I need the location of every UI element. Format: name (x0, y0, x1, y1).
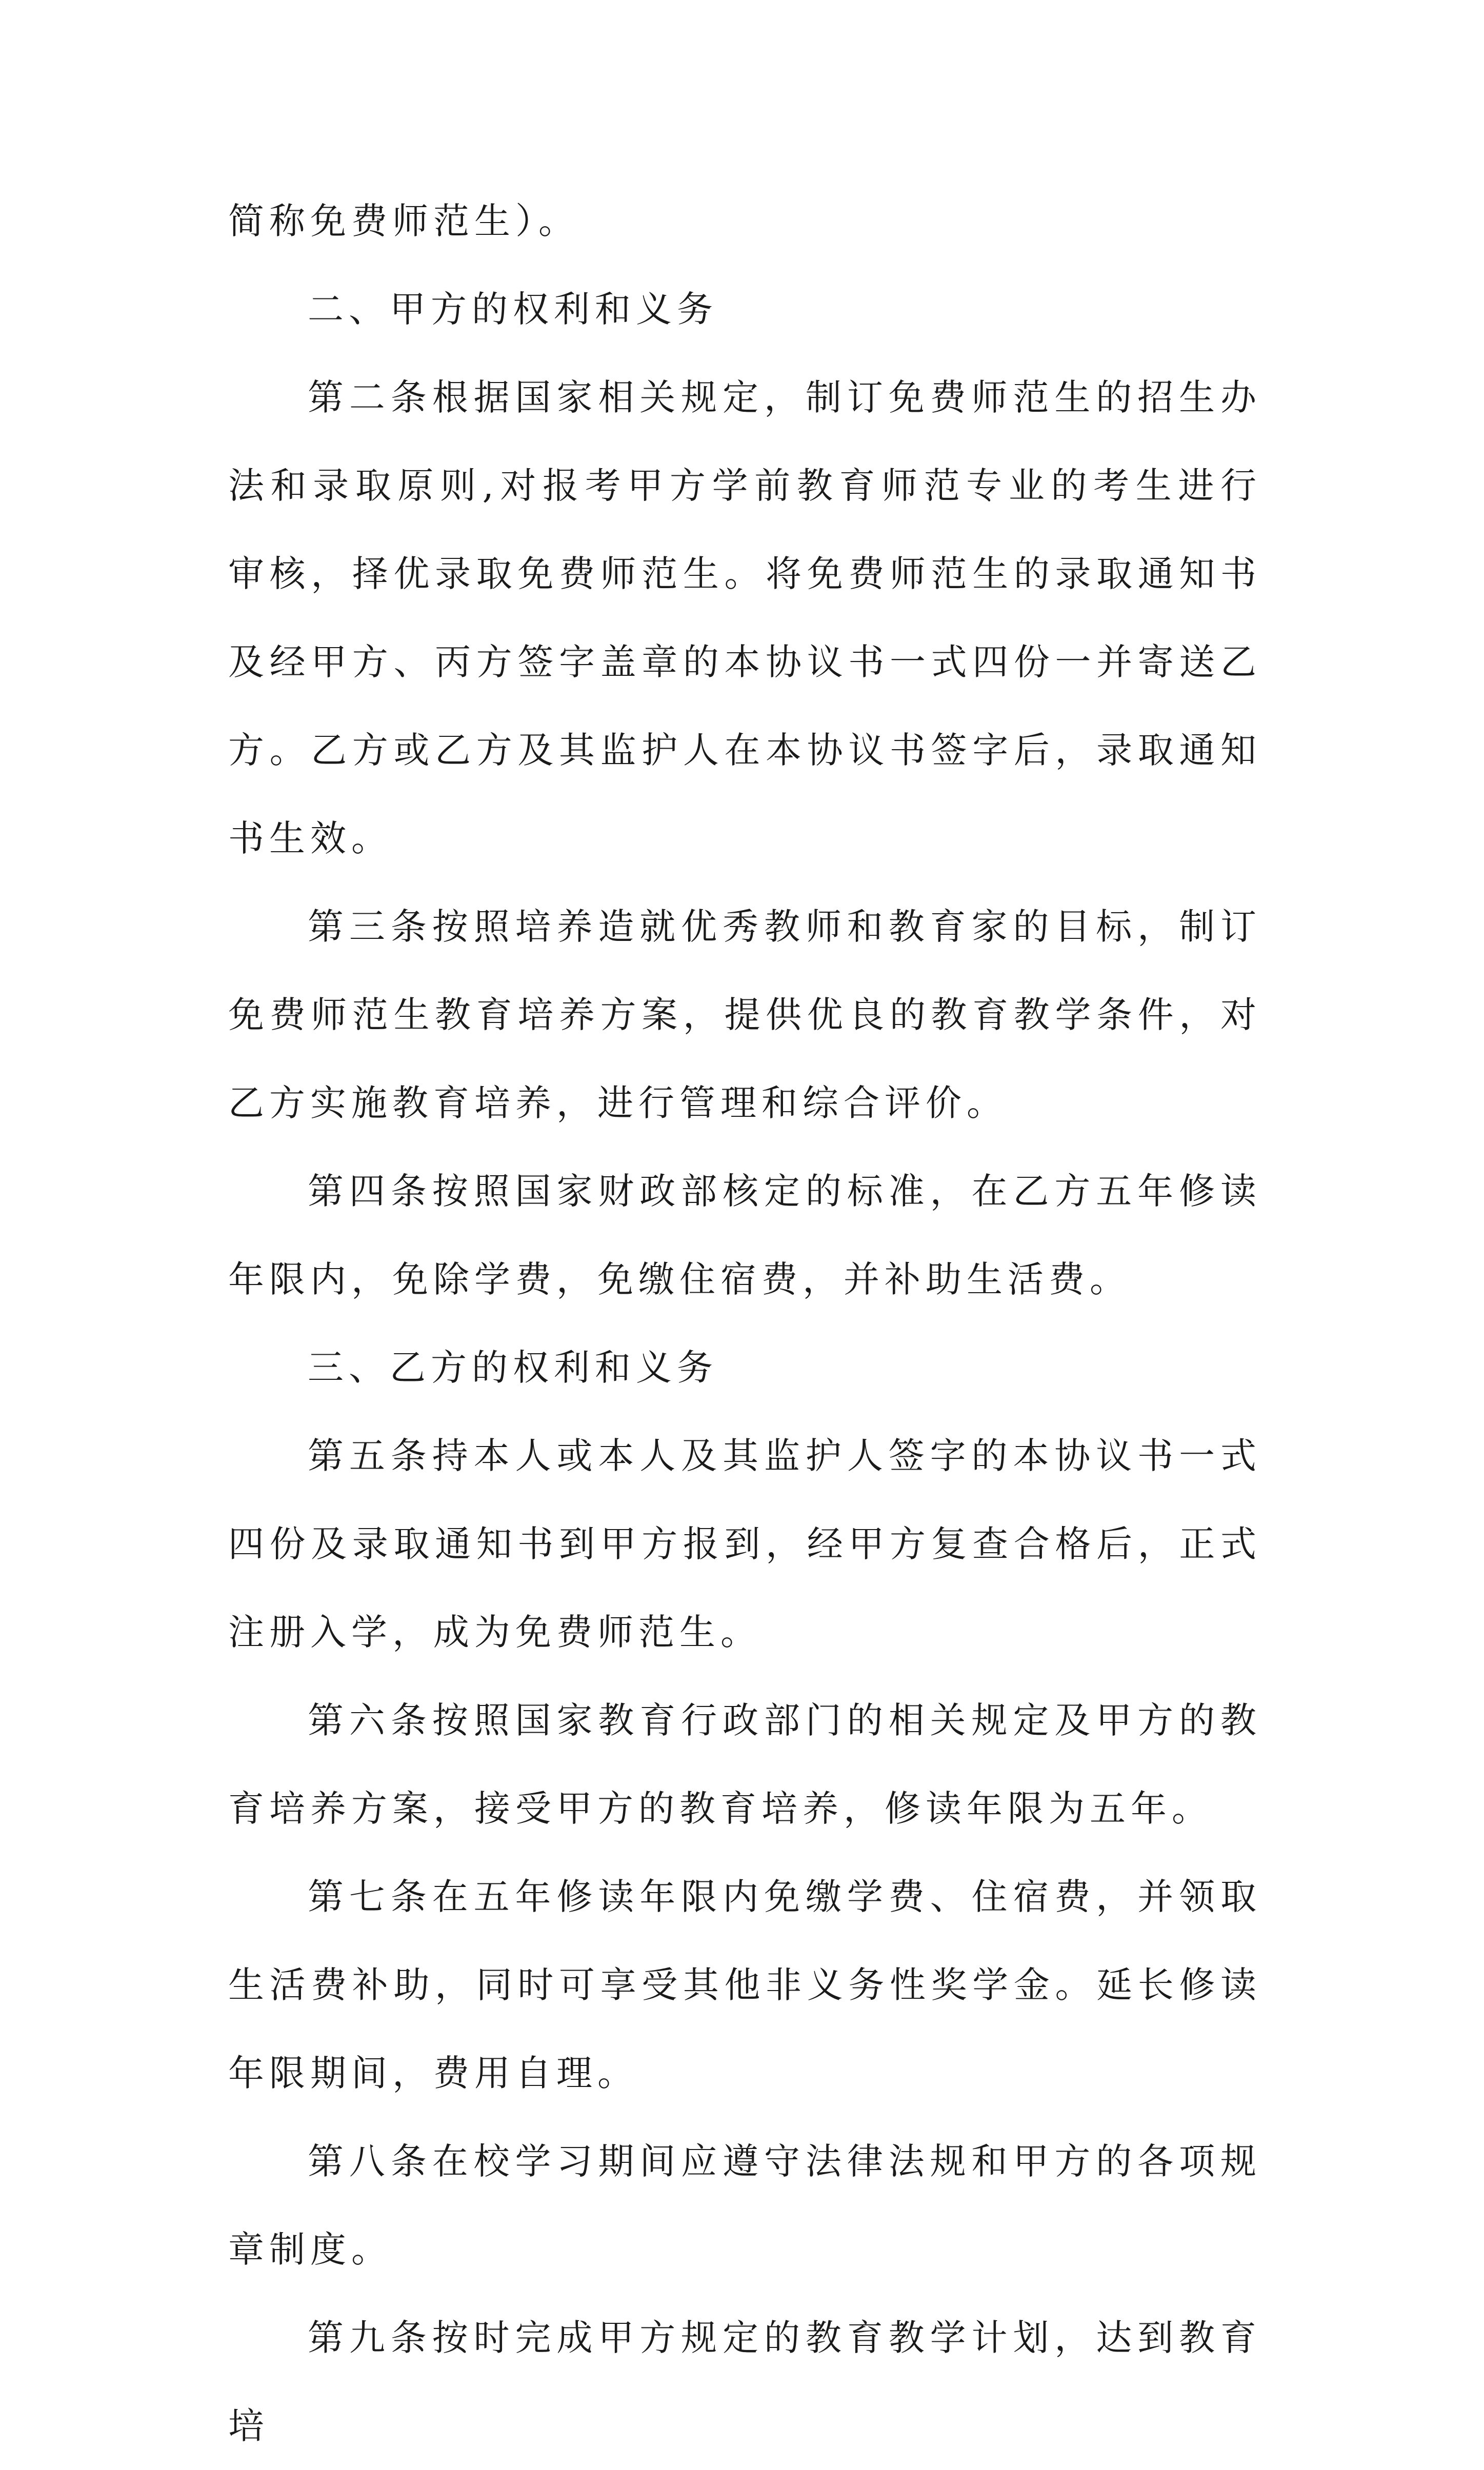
article-5: 第五条持本人或本人及其监护人签字的本协议书一式四份及录取通知书到甲方报到，经甲方复查合格后，正式注册入学，成为免费师范生。 (228, 1435, 1261, 1653)
section-heading-party-a: 二、甲方的权利和义务 (308, 288, 718, 330)
article-9: 第九条按时完成甲方规定的教育教学计划，达到教育培 (228, 2317, 1261, 2447)
section-heading-party-b: 三、乙方的权利和义务 (308, 1347, 718, 1389)
article-7: 第七条在五年修读年限内免缴学费、住宿费，并领取生活费补助，同时可享受其他非义务性奖学金。延长修读年限期间，费用自理。 (228, 1876, 1261, 2094)
article-6: 第六条按照国家教育行政部门的相关规定及甲方的教育培养方案，接受甲方的教育培养，修读年限为五年。 (228, 1699, 1261, 1830)
document-body (228, 177, 1261, 2470)
article-2: 第二条根据国家相关规定，制订免费师范生的招生办法和录取原则,对报考甲方学前教育师范专业的考生进行审核，择优录取免费师范生。将免费师范生的录取通知书及经甲方、丙方签字盖章的本协议书一式四份一并寄送乙方。乙方或乙方及其监护人在本协议书签字后，录取通知书生效。 (228, 376, 1261, 859)
paragraph-continuation: 简称免费师范生）。 (228, 200, 579, 242)
article-4: 第四条按照国家财政部核定的标准，在乙方五年修读年限内，免除学费，免缴住宿费，并补助生活费。 (228, 1170, 1261, 1300)
article-3: 第三条按照培养造就优秀教师和教育家的目标，制订免费师范生教育培养方案，提供优良的教育教学条件，对乙方实施教育培养，进行管理和综合评价。 (228, 906, 1261, 1124)
article-8: 第八条在校学习期间应遵守法律法规和甲方的各项规章制度。 (228, 2140, 1261, 2271)
